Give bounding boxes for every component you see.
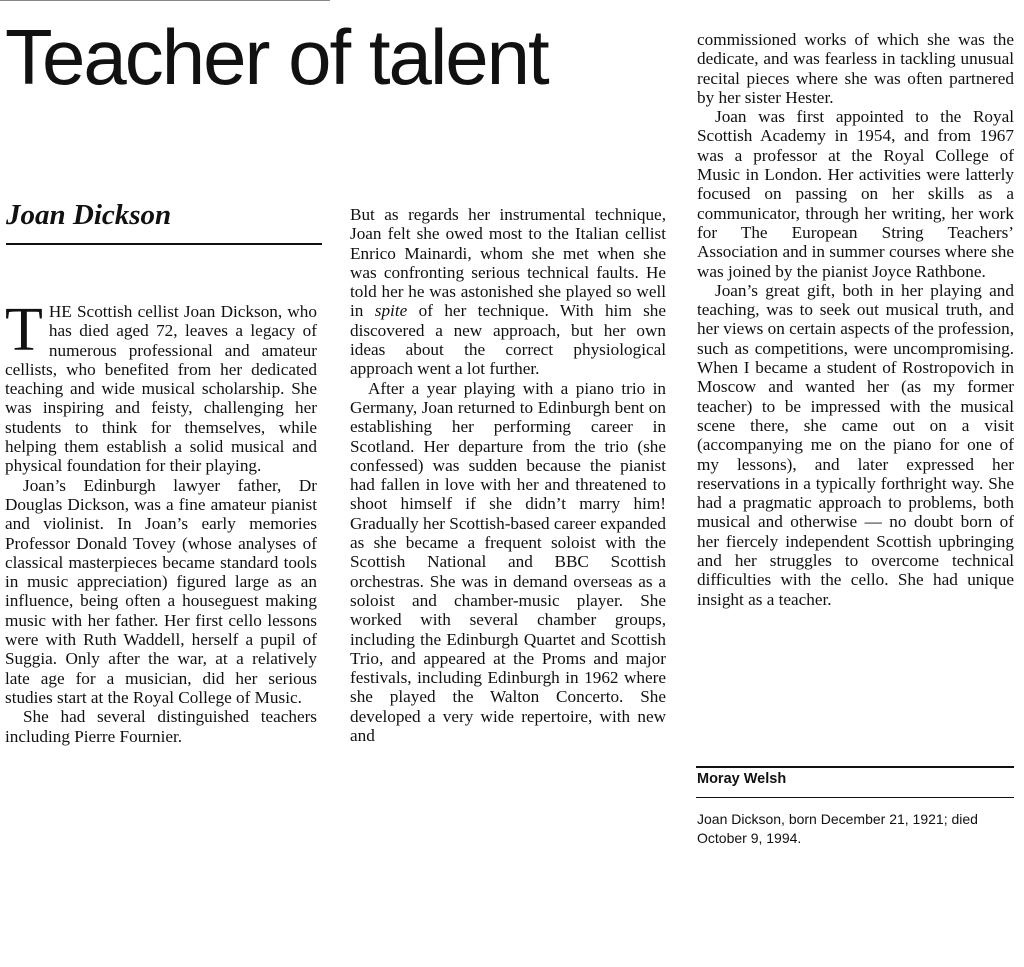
- headline: Teacher of talent: [5, 13, 548, 101]
- paragraph: [350, 205, 666, 379]
- byline: Moray Welsh: [697, 771, 787, 787]
- article-column-1: [5, 296, 317, 746]
- paragraph: She had several distinguished teachers including Pierre Fournier.: [5, 707, 317, 746]
- article-column-2: [350, 205, 666, 745]
- drop-cap: T: [5, 296, 43, 364]
- paragraph: Joan’s Edinburgh lawyer father, Dr Douglas Dickson, was a fine amateur pianist and violinist. In Joan’s early memories Professor Donald Tovey (whose analyses of classical masterpieces became standard tools in music appreciation) figured large as an influence, being often a houseguest making music with her father. Her first cello lessons were with Ruth Waddell, herself a pupil of Suggia. Only after the war, at a relatively late age for a musician, did her serious studies start at the Royal College of Music.: [5, 475, 317, 707]
- footnote-rule: [696, 797, 1014, 798]
- subject-rule: [6, 243, 322, 245]
- emphasis-text: spite: [374, 301, 408, 321]
- obituary-subject: Joan Dickson: [6, 199, 172, 231]
- paragraph: Joan’s great gift, both in her playing and teaching, was to seek out musical truth, and her views on certain aspects of the profession, such as competitions, were uncompromising. When I became a student of Rostropovich in Moscow and wanted her (as my former teacher) to be impressed with the musical scene there, she came out on a visit (accompanying me on the piano for one of my lessons), and later expressed her reservations in a typically forthright way. She had a pragmatic approach to problems, both musical and otherwise — no doubt born of her fiercely independent Scottish upbringing and her struggles to overcome technical difficulties with the cello. She had unique insight as a teacher.: [697, 280, 1014, 609]
- top-rule: [0, 0, 330, 1]
- paragraph: Joan was first appointed to the Royal Scottish Academy in 1954, and from 1967 was a professor at the Royal College of Music in London. Her activities were latterly focused on passing on her skills as a communicator, through her writing, her work for The European String Teachers’ Association and in summer courses where she was joined by the pianist Joyce Rathbone.: [697, 107, 1014, 281]
- paragraph-text: of her technique. With him she discovered a new approach, but her own ideas about the correct physiological approach went a lot further.: [350, 301, 666, 379]
- paragraph: [5, 296, 317, 476]
- paragraph: After a year playing with a piano trio in Germany, Joan returned to Edinburgh bent on establishing her performing career in Scotland. Her departure from the trio (she confessed) was sudden because the pianist had fallen in love with her and threatened to shoot himself if she didn’t marry him! Gradually her Scottish-based career expanded as she became a frequent soloist with the Scottish National and BBC Scottish orchestras. She was in demand overseas as a soloist and chamber-music player. She worked with several chamber groups, including the Edinburgh Quartet and Scottish Trio, and appeared at the Proms and major festivals, including Edinburgh in 1962 where she played the Walton Concerto. She developed a very wide repertoire, with new and: [350, 378, 666, 746]
- byline-rule: [696, 766, 1014, 768]
- paragraph: commissioned works of which she was the dedicate, and was fearless in tackling unusual recital pieces where she was often partnered by her sister Hester.: [697, 30, 1014, 107]
- life-dates-footnote: Joan Dickson, born December 21, 1921; died October 9, 1994.: [697, 811, 978, 846]
- paragraph-text: HE Scottish cellist Joan Dickson, who has died aged 72, leaves a legacy of numerous professional and amateur cellists, who benefited from her dedicated teaching and wide musical scholarship. She was inspiring and feisty, challenging her students to think for themselves, while helping them establish a solid musical and physical foundation for their playing.: [5, 302, 317, 476]
- paragraph-text: But as regards her instrumental technique, Joan felt she owed most to the Italian cellist Enrico Mainardi, whom she met when she was confronting serious technical faults. He told her he was astonished she played so well in: [350, 205, 666, 321]
- article-column-3: [697, 30, 1014, 609]
